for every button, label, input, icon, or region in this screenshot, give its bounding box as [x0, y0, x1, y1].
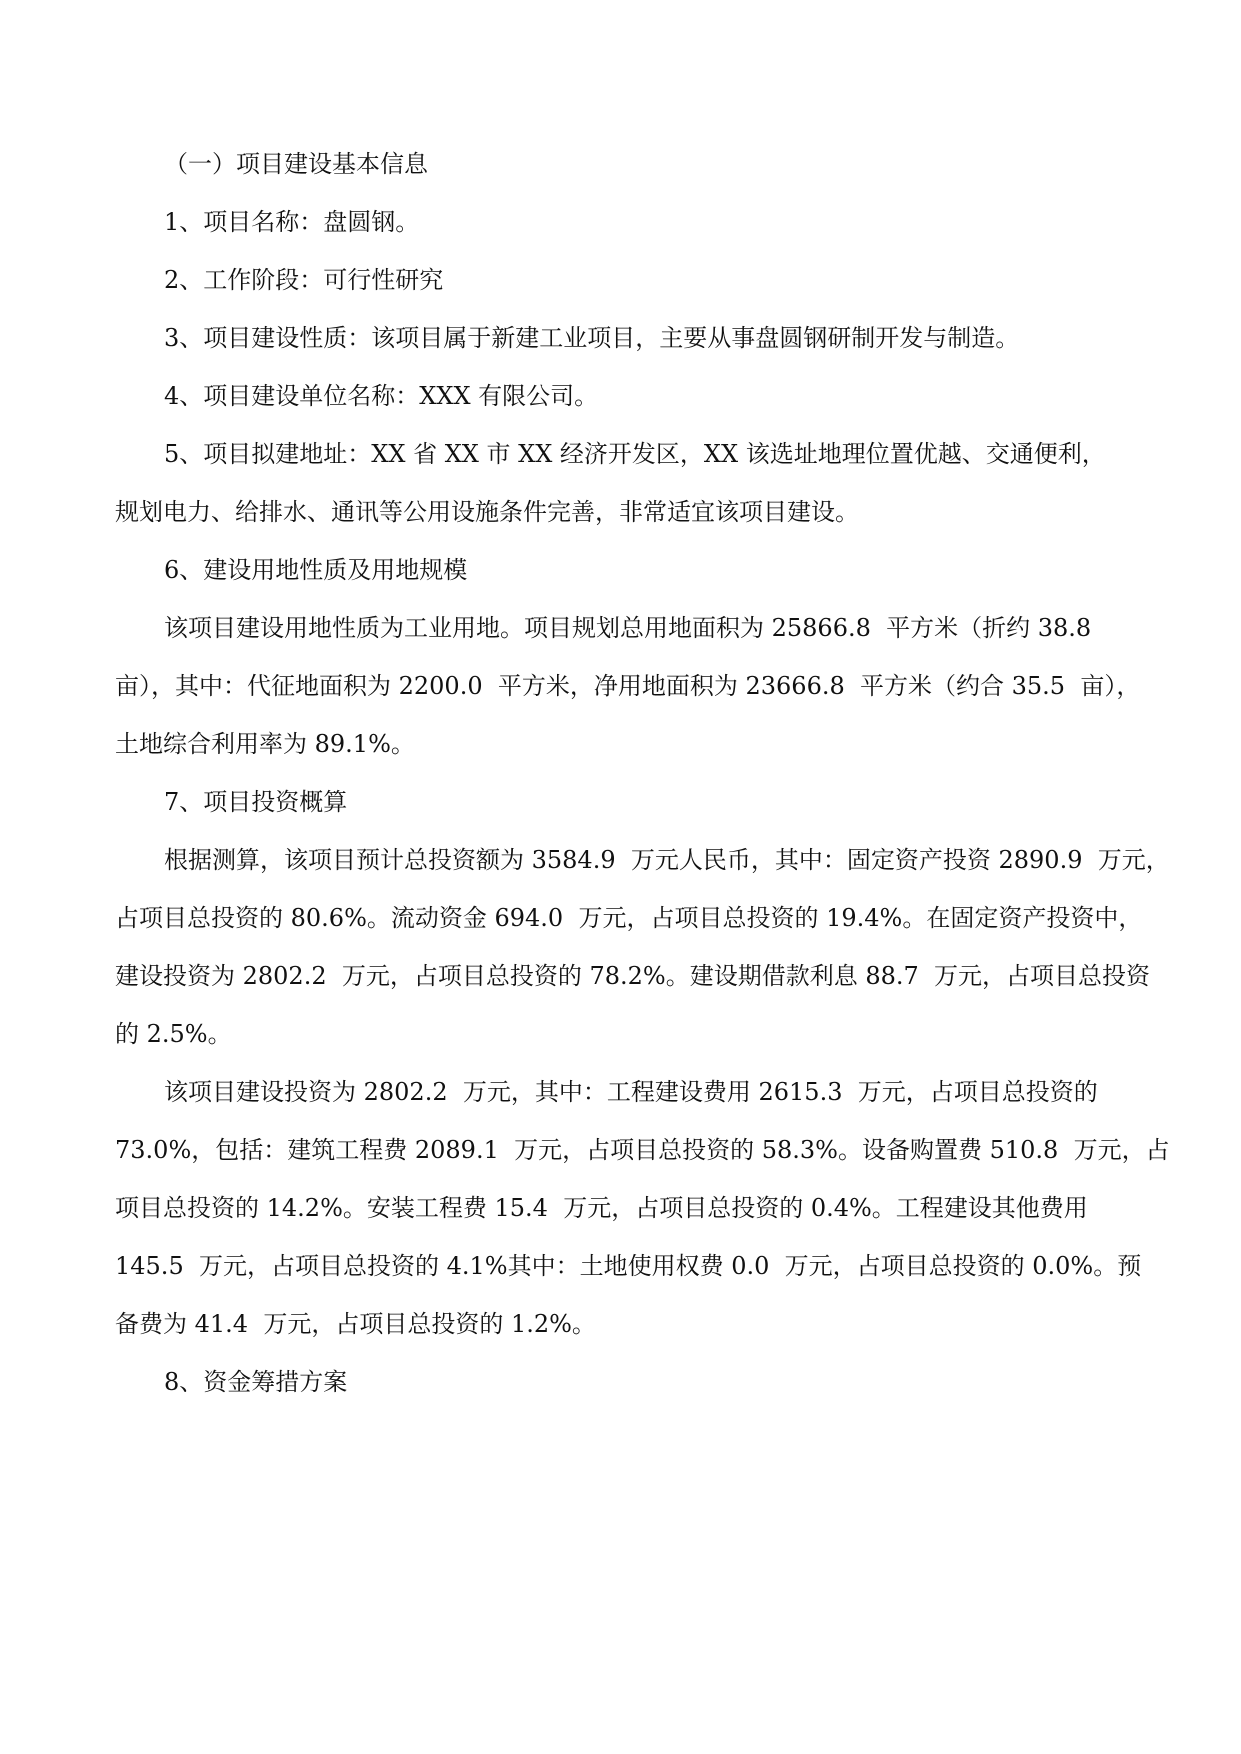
- item-project-nature: 3、项目建设性质：该项目属于新建工业项目，主要从事盘圆钢研制开发与制造。: [164, 324, 1020, 352]
- item-work-stage: 2、工作阶段：可行性研究: [164, 266, 444, 294]
- item-land-heading: 6、建设用地性质及用地规模: [164, 556, 468, 584]
- construction-paragraph-line: 项目总投资的 14.2%。安装工程费 15.4 万元，占项目总投资的 0.4%。工程建设其他费用: [115, 1194, 1088, 1222]
- section-heading: （一）项目建设基本信息: [164, 150, 428, 178]
- land-paragraph-line: 亩），其中：代征地面积为 2200.0 平方米，净用地面积为 23666.8 平方米（约合 35.5 亩），: [115, 672, 1141, 700]
- construction-paragraph-line: 该项目建设投资为 2802.2 万元，其中：工程建设费用 2615.3 万元，占项目总投资的: [164, 1078, 1098, 1106]
- investment-paragraph-line: 的 2.5%。: [115, 1020, 232, 1048]
- item-project-name: 1、项目名称：盘圆钢。: [164, 208, 420, 236]
- investment-paragraph-line: 占项目总投资的 80.6%。流动资金 694.0 万元，占项目总投资的 19.4%。在固定资产投资中，: [115, 904, 1143, 932]
- construction-paragraph-line: 备费为 41.4 万元，占项目总投资的 1.2%。: [115, 1310, 596, 1338]
- land-paragraph-line: 土地综合利用率为 89.1%。: [115, 730, 415, 758]
- item-address-continued: 规划电力、给排水、通讯等公用设施条件完善，非常适宜该项目建设。: [115, 498, 859, 526]
- item-unit-name: 4、项目建设单位名称：XXX 有限公司。: [164, 382, 599, 410]
- investment-paragraph-line: 根据测算，该项目预计总投资额为 3584.9 万元人民币，其中：固定资产投资 2890.9 万元，: [164, 846, 1170, 874]
- land-paragraph-line: 该项目建设用地性质为工业用地。项目规划总用地面积为 25866.8 平方米（折约 38.8: [164, 614, 1092, 642]
- item-address: 5、项目拟建地址：XX 省 XX 市 XX 经济开发区，XX 该选址地理位置优越、交通便利，: [164, 440, 1106, 468]
- construction-paragraph-line: 73.0%，包括：建筑工程费 2089.1 万元，占项目总投资的 58.3%。设备购置费 510.8 万元，占: [115, 1136, 1170, 1164]
- investment-paragraph-line: 建设投资为 2802.2 万元，占项目总投资的 78.2%。建设期借款利息 88.7 万元，占项目总投资: [115, 962, 1151, 990]
- item-funding-heading: 8、资金筹措方案: [164, 1368, 348, 1396]
- item-investment-heading: 7、项目投资概算: [164, 788, 348, 816]
- construction-paragraph-line: 145.5 万元，占项目总投资的 4.1%其中：土地使用权费 0.0 万元，占项目总投资的 0.0%。预: [115, 1252, 1142, 1280]
